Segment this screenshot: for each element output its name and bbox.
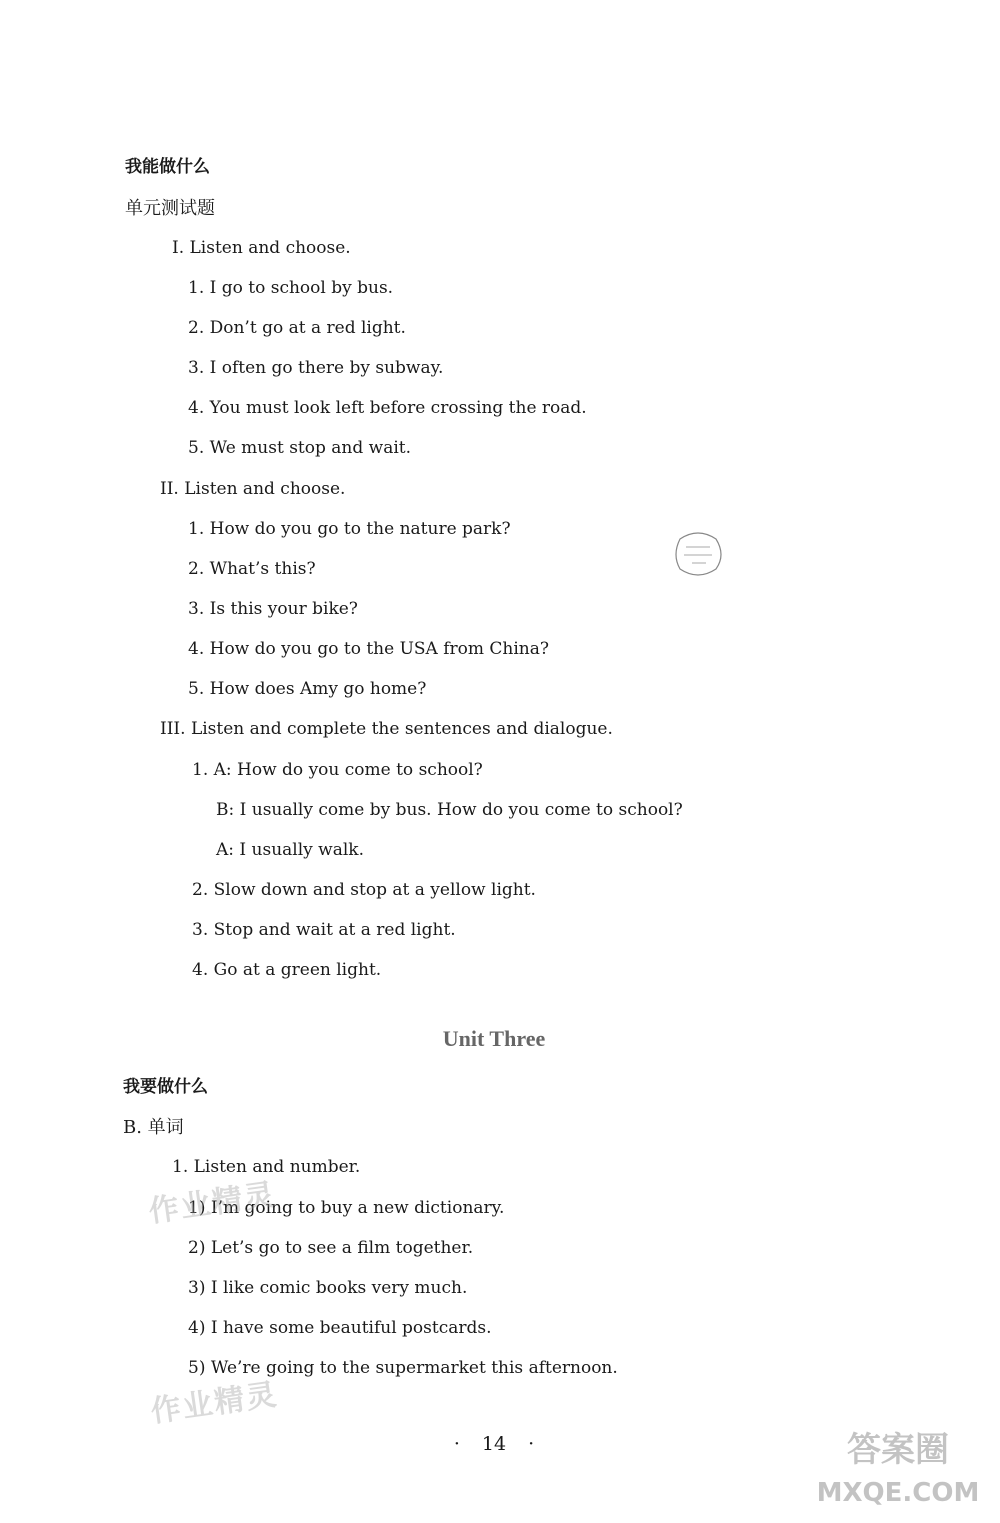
- list-item: 3. Is this your bike?: [188, 599, 358, 619]
- list-item: 3. I often go there by subway.: [188, 358, 444, 378]
- list-item: 2) Let’s go to see a film together.: [188, 1238, 474, 1258]
- list-item: 1) I’m going to buy a new dictionary.: [188, 1198, 505, 1218]
- list-item: 3) I like comic books very much.: [188, 1278, 468, 1298]
- page-number: · 14 ·: [453, 1433, 535, 1455]
- list-item: 1. I go to school by bus.: [188, 278, 394, 298]
- list-item: 4. How do you go to the USA from China?: [188, 639, 550, 659]
- list-item: 1. How do you go to the nature park?: [188, 519, 511, 539]
- list-item: A: I usually walk.: [216, 840, 364, 860]
- list-item: 5. We must stop and wait.: [188, 438, 412, 458]
- unit-title: Unit Three: [442, 1026, 546, 1051]
- svg-text:答案圈: 答案圈: [847, 1430, 949, 1470]
- list-item: 1. A: How do you come to school?: [192, 760, 483, 780]
- faint-stamp: 作业精灵: [146, 1177, 279, 1230]
- list-item: B: I usually come by bus. How do you come to school?: [216, 800, 683, 820]
- faint-stamp: 作业精灵: [148, 1377, 281, 1430]
- list-item: 3. Stop and wait at a red light.: [192, 920, 456, 940]
- list-item: 4. Go at a green light.: [192, 960, 382, 980]
- unit-test-heading: 单元测试题: [125, 198, 215, 219]
- list-item: 4) I have some beautiful postcards.: [188, 1318, 492, 1338]
- words-heading: B. 单词: [123, 1117, 184, 1138]
- section-heading-what-will-i-do: 我要做什么: [123, 1077, 208, 1097]
- list-item: 5. How does Amy go home?: [188, 679, 427, 699]
- seal-stamp-icon: [672, 527, 724, 579]
- part3-title: III. Listen and complete the sentences and dialogue.: [160, 719, 613, 739]
- watermark-logo-icon: [808, 1413, 988, 1513]
- list-item: 2. What’s this?: [188, 559, 316, 579]
- list-item: 2. Slow down and stop at a yellow light.: [192, 880, 536, 900]
- svg-text:MXQE.COM: MXQE.COM: [816, 1478, 980, 1508]
- part1-title: I. Listen and choose.: [172, 238, 351, 258]
- section-heading-what-can-i-do: 我能做什么: [125, 157, 210, 177]
- list-item: 2. Don’t go at a red light.: [188, 318, 406, 338]
- list-item: 4. You must look left before crossing the road.: [188, 398, 587, 418]
- part2-title: II. Listen and choose.: [160, 479, 346, 499]
- list-item: 5) We’re going to the supermarket this afternoon.: [188, 1358, 618, 1378]
- part4-title: 1. Listen and number.: [172, 1157, 361, 1177]
